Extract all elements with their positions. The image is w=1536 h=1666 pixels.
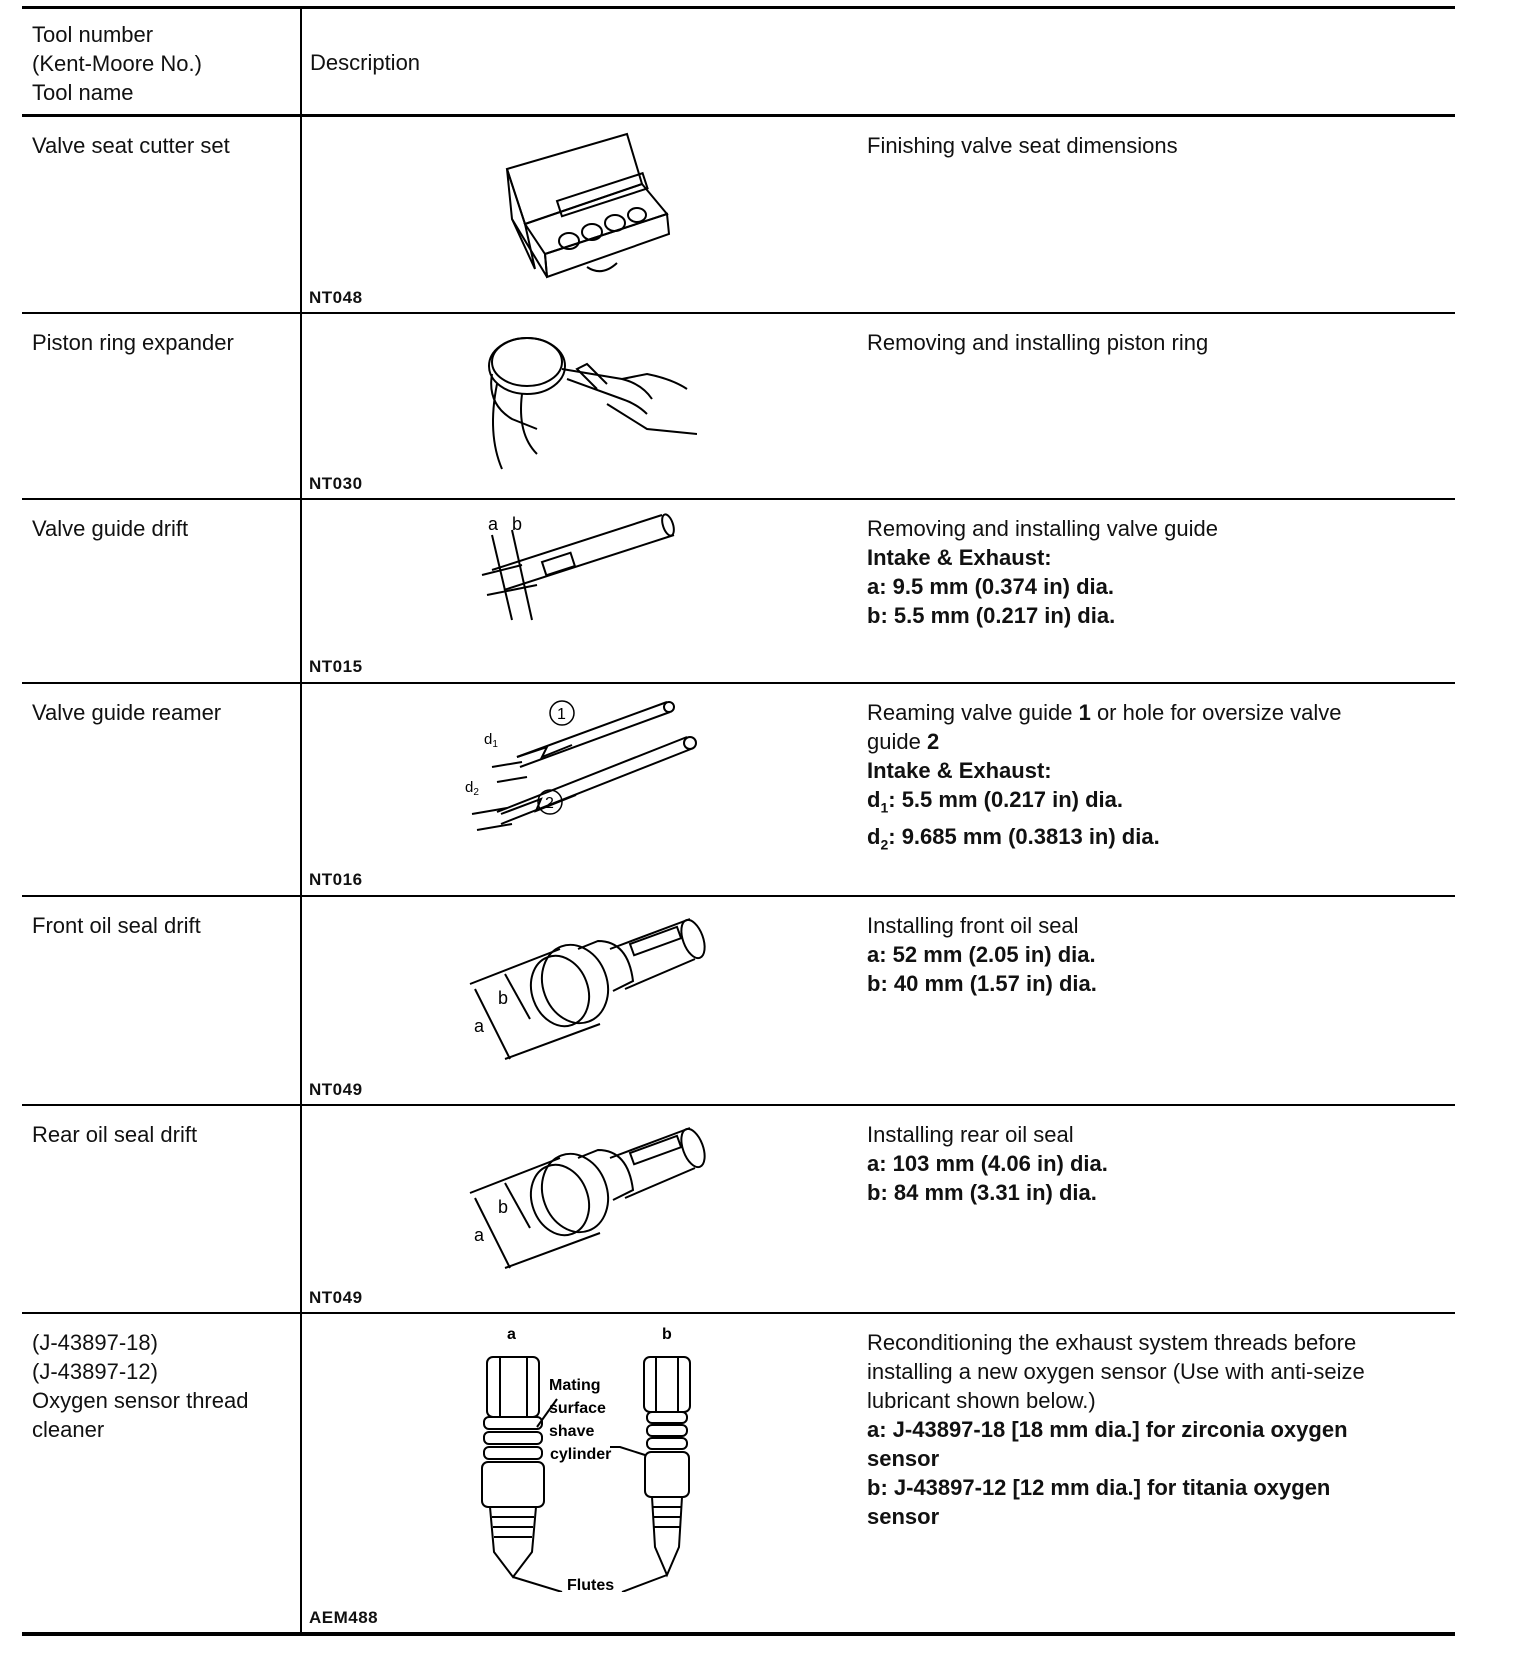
table-bottom-rule xyxy=(22,1632,1455,1636)
table-row xyxy=(22,1314,1455,1632)
description-line: b: J-43897-12 [12 mm dia.] for titania oxygen xyxy=(867,1475,1331,1500)
header-tool-number: Tool number xyxy=(32,22,154,47)
description-line: a: 103 mm (4.06 in) dia. xyxy=(867,1151,1108,1176)
tool-number: (J-43897-12) xyxy=(32,1359,158,1384)
table-row xyxy=(22,1106,1455,1312)
table-row xyxy=(22,314,1455,498)
tool-name: Front oil seal drift xyxy=(32,913,201,938)
label-a: a xyxy=(488,514,499,534)
label-b: b xyxy=(498,1197,509,1217)
valve-guide-drift-icon xyxy=(462,510,722,640)
label-b: b xyxy=(512,514,523,534)
header-description: Description xyxy=(310,50,421,75)
label-b: b xyxy=(498,988,509,1008)
description-line: sensor xyxy=(867,1446,940,1471)
oil-seal-drift-icon xyxy=(460,1118,730,1278)
description-line: b: 40 mm (1.57 in) dia. xyxy=(867,971,1097,996)
callout-1: 1 xyxy=(557,706,566,723)
figure-code: NT015 xyxy=(309,657,363,676)
label-d1: $d_1$ xyxy=(484,731,498,750)
tool-description xyxy=(867,698,1447,860)
description-line: lubricant shown below.) xyxy=(867,1388,1096,1413)
tool-name: Valve seat cutter set xyxy=(32,133,230,158)
label-mating: Mating xyxy=(549,1377,601,1394)
description-line: Removing and installing valve guide xyxy=(867,516,1218,541)
piston-ring-expander-icon xyxy=(477,324,697,474)
tool-description xyxy=(867,328,1447,357)
header-tool-name: Tool name xyxy=(32,80,134,105)
figure-code: NT049 xyxy=(309,1288,363,1307)
tool-name-line: Oxygen sensor thread xyxy=(32,1388,249,1413)
label-cylinder: cylinder xyxy=(550,1446,612,1463)
table-row xyxy=(22,897,1455,1104)
oil-seal-drift-icon xyxy=(460,909,730,1069)
tool-name: Valve guide reamer xyxy=(32,700,222,725)
label-a: a xyxy=(474,1225,485,1245)
tool-name-line: cleaner xyxy=(32,1417,105,1442)
table-row xyxy=(22,117,1455,312)
tool-description xyxy=(867,1120,1447,1207)
table-row xyxy=(22,500,1455,682)
figure-code: NT049 xyxy=(309,1080,363,1099)
tool-description xyxy=(867,131,1447,160)
label-a: a xyxy=(507,1326,516,1343)
table-top-rule xyxy=(22,6,1455,9)
label-surface: surface xyxy=(549,1400,606,1417)
label-a: a xyxy=(474,1016,485,1036)
label-d2: $d_2$ xyxy=(465,779,479,798)
table-row xyxy=(22,684,1455,895)
description-line: installing a new oxygen sensor (Use with anti-seize xyxy=(867,1359,1365,1384)
description-line: a: J-43897-18 [18 mm dia.] for zirconia oxygen xyxy=(867,1417,1348,1442)
oxygen-sensor-thread-cleaner-icon xyxy=(462,1322,732,1592)
figure-code: NT030 xyxy=(309,474,363,493)
description-line: a: 9.5 mm (0.374 in) dia. xyxy=(867,574,1114,599)
description-line: Intake & Exhaust: xyxy=(867,758,1052,783)
valve-guide-reamer-icon xyxy=(457,692,727,842)
description-line: Finishing valve seat dimensions xyxy=(867,133,1178,158)
valve-seat-cutter-set-case-icon xyxy=(497,129,687,279)
figure-code: NT048 xyxy=(309,288,363,307)
tool-description xyxy=(867,514,1447,630)
description-line: guide 2 xyxy=(867,729,940,754)
label-flutes: Flutes xyxy=(567,1577,615,1592)
description-line: Removing and installing piston ring xyxy=(867,330,1209,355)
label-shave: shave xyxy=(549,1423,595,1440)
description-line: Installing front oil seal xyxy=(867,913,1079,938)
tool-name xyxy=(32,1328,302,1444)
description-line: b: 5.5 mm (0.217 in) dia. xyxy=(867,603,1116,628)
tool-number: (J-43897-18) xyxy=(32,1330,158,1355)
tool-description xyxy=(867,911,1447,998)
tool-name: Valve guide drift xyxy=(32,516,189,541)
tool-name: Rear oil seal drift xyxy=(32,1122,198,1147)
description-line: $d_2$: 9.685 mm (0.3813 in) dia. xyxy=(867,824,1160,853)
description-line: sensor xyxy=(867,1504,940,1529)
description-line: b: 84 mm (3.31 in) dia. xyxy=(867,1180,1097,1205)
tool-name: Piston ring expander xyxy=(32,330,234,355)
header-tool-column xyxy=(32,20,202,107)
description-line: Reconditioning the exhaust system threads before xyxy=(867,1330,1357,1355)
description-line: Installing rear oil seal xyxy=(867,1122,1074,1147)
figure-code: NT016 xyxy=(309,870,363,889)
figure-code: AEM488 xyxy=(309,1608,379,1627)
tool-description xyxy=(867,1328,1447,1531)
callout-2: 2 xyxy=(545,795,554,812)
description-line: $d_1$: 5.5 mm (0.217 in) dia. xyxy=(867,787,1123,816)
description-line: Reaming valve guide 1 or hole for oversize valve xyxy=(867,700,1342,725)
description-line: Intake & Exhaust: xyxy=(867,545,1052,570)
description-line: a: 52 mm (2.05 in) dia. xyxy=(867,942,1096,967)
label-b: b xyxy=(662,1326,672,1343)
header-kent-moore: (Kent-Moore No.) xyxy=(32,51,202,76)
